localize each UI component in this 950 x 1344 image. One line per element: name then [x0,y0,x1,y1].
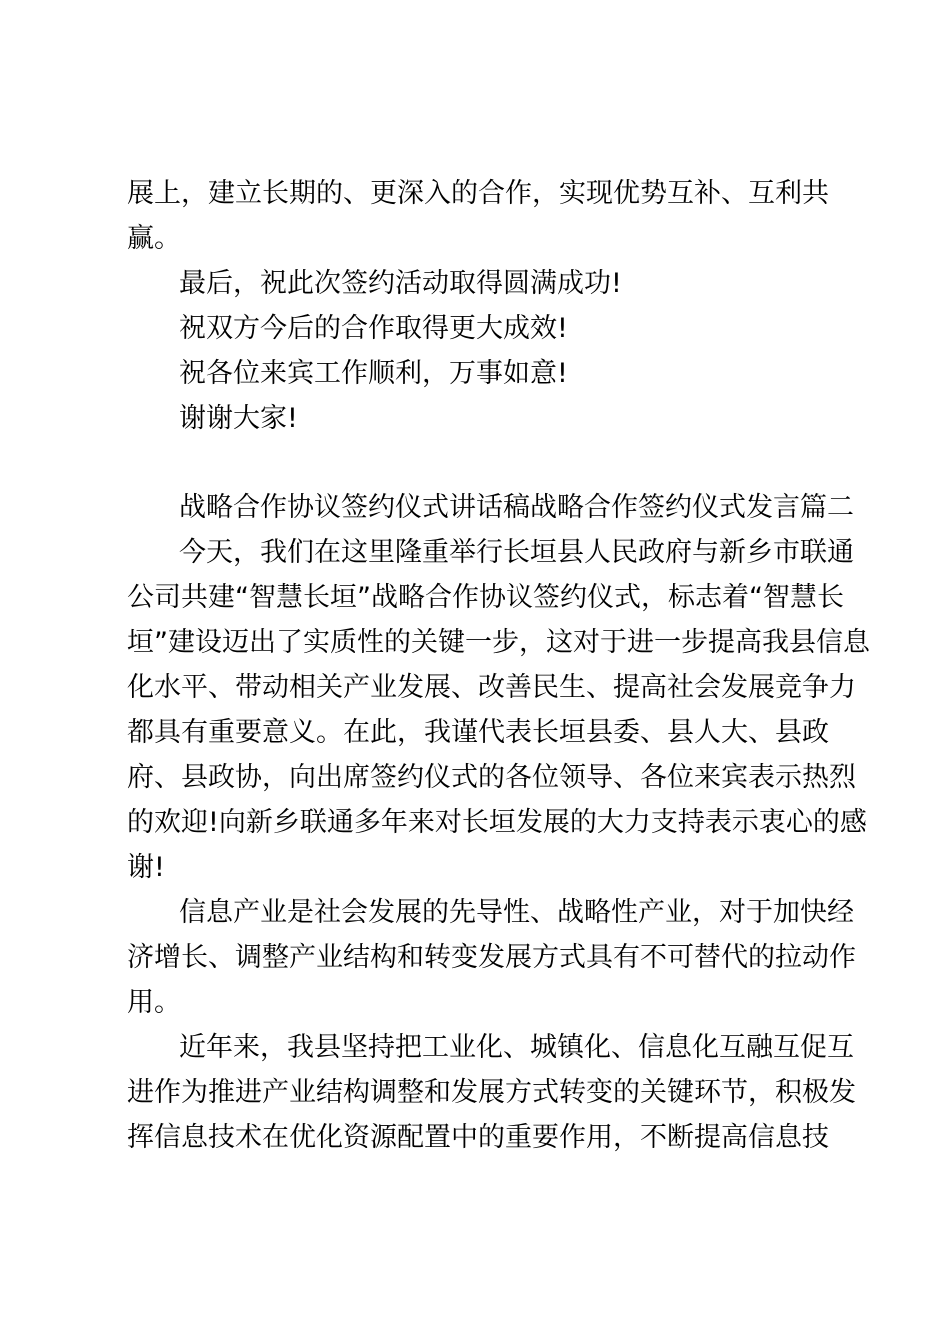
text-line: 赢。 [127,223,181,254]
text-line: 近年来，我县坚持把工业化、城镇化、信息化互融互促互 [179,1032,854,1063]
text-line: 化水平、带动相关产业发展、改善民生、提高社会发展竞争力 [127,672,856,703]
text-line: 祝各位来宾工作顺利，万事如意! [179,358,568,389]
text-line: 济增长、调整产业结构和转变发展方式具有不可替代的拉动作 [127,942,856,973]
text-block-top [127,171,827,441]
text-line: 府、县政协，向出席签约仪式的各位领导、各位来宾表示热烈 [127,762,856,793]
text-line: 祝双方今后的合作取得更大成效! [179,313,568,344]
text-line: 用。 [127,987,181,1018]
section-heading: 战略合作协议签约仪式讲话稿战略合作签约仪式发言篇二 [179,492,854,523]
text-line: 都具有重要意义。在此，我谨代表长垣县委、县人大、县政 [127,717,829,748]
text-line: 最后，祝此次签约活动取得圆满成功! [179,268,622,299]
text-line: 垣”建设迈出了实质性的关键一步，这对于进一步提高我县信息 [127,627,870,658]
text-block-main [127,485,870,1160]
text-line: 信息产业是社会发展的先导性、战略性产业，对于加快经 [179,897,854,928]
text-line: 谢! [127,852,165,883]
text-line: 公司共建“智慧长垣”战略合作协议签约仪式，标志着“智慧长 [127,582,844,613]
text-line: 的欢迎!向新乡联通多年来对长垣发展的大力支持表示衷心的感 [127,807,867,838]
text-line: 挥信息技术在优化资源配置中的重要作用，不断提高信息技 [127,1122,829,1153]
text-line: 谢谢大家! [179,403,298,434]
text-line: 展上，建立长期的、更深入的合作，实现优势互补、互利共 [127,178,829,209]
text-line: 今天，我们在这里隆重举行长垣县人民政府与新乡市联通 [179,537,854,568]
text-line: 进作为推进产业结构调整和发展方式转变的关键环节，积极发 [127,1077,856,1108]
